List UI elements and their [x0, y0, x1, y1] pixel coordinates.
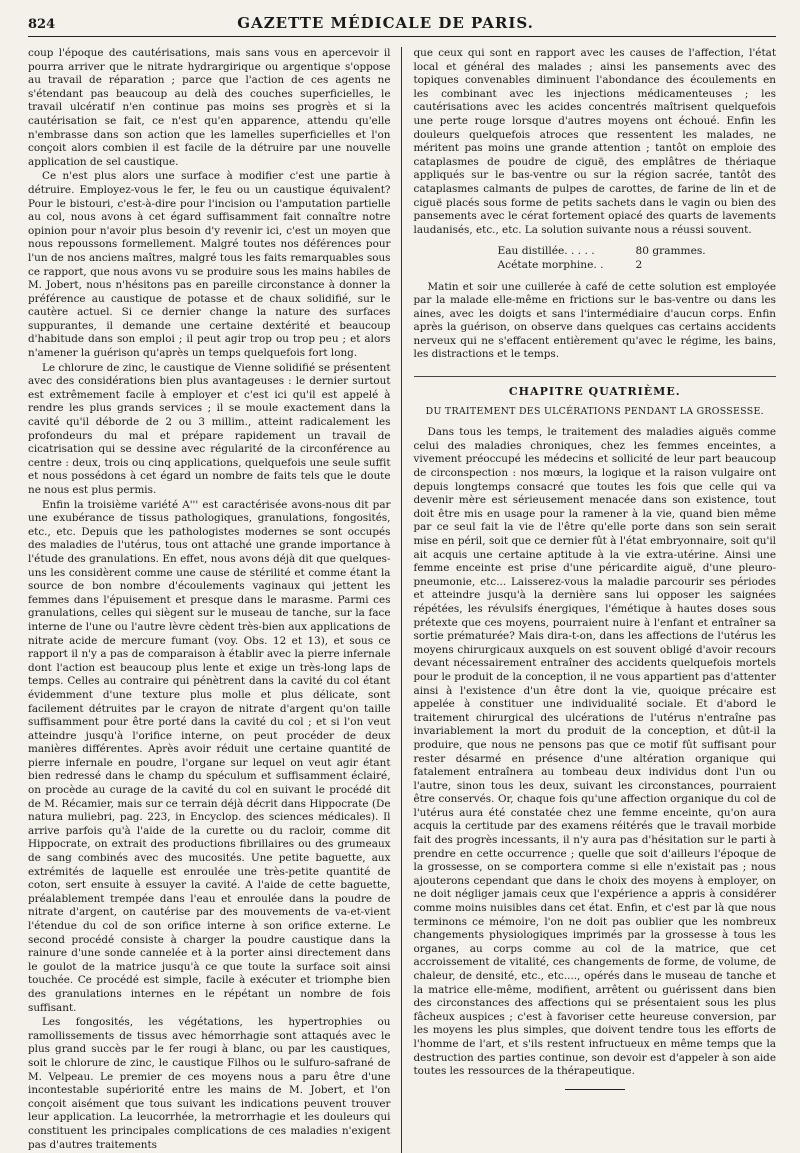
paragraph: coup l'époque des cautérisations, mais sans vous en apercevoir il pourra arriver que le nitrate hydrargirique ou argentique s'oppose au travail de réparation ; parce que l'action de ces agents ne s'étendant pas beaucoup au delà des couches superficielles, le travail ulcératif n'en continue pas moins ses progrès et si la cautérisation se fait, ce n'est qu'en apparence, attendu qu'elle n'embrasse dans son action que les lamelles superficielles et l'on conçoit alors combien il est facile de la détruire par une nouvelle application de sel caustique. [28, 47, 391, 168]
formula-row [498, 259, 777, 273]
ingredient-name: Eau distillée. . . . . [497, 245, 595, 258]
columns [28, 47, 776, 1153]
page-number: 824 [28, 17, 56, 32]
ingredient-amount: 80 grammes. [635, 245, 706, 258]
paragraph: Enfin la troisième variété A''' est caractérisée avons-nous dit par une exubérance de tissus pathologiques, granulations, fongosités, etc., etc. Depuis que les pathologistes modernes se sont occupés des maladies de l'utérus, tous ont attaché une grande importance à l'étude des granulations. En effet, nous avons déjà dit que quelques-uns les considèrent comme une cause de stérilité et comme étant la source de bon nombre d'écoulements vaginaux qui jettent les femmes dans l'épuisement et presque dans le marasme. Parmi ces granulations, celles qui siègent sur le museau de tanche, sur la face interne de l'une ou l'autre lèvre cèdent très-bien aux applications de nitrate acide de mercure fumant (voy. Obs. 12 et 13), et sous ce rapport il n'y a pas de comparaison à établir avec la pierre infernale dont l'action est beaucoup plus lente et exige un très-long laps de temps. Celles au contraire qui pénètrent dans la cavité du col étant évidemment d'une texture plus molle et plus délicate, sont facilement détruites par le crayon de nitrate d'argent qu'on taille suffisamment pour être porté dans la cavité du col ; et si l'on veut atteindre jusqu'à l'orifice interne, on peut procéder de deux manières différentes. Après avoir réduit une certaine quantité de pierre infernale en poudre, l'organe sur lequel on veut agir étant bien redressé dans le champ du spéculum et suffisamment éclairé, on procède au curage de la cavité du col en suivant le procédé dit de M. Récamier, mais sur ce terrain déjà décrit dans Hippocrate (De natura muliebri, pag. 223, in Encyclop. des sciences médicales). Il arrive parfois qu'à l'aide de la curette ou du racloir, comme dit Hippocrate, on extrait des productions fibrillaires ou des grumeaux de sang combinés avec des mucosités. Une petite baguette, aux extrémités de laquelle est enroulée une très-petite quantité de coton, sert ensuite à essuyer la cavité. A l'aide de cette baguette, préalablement trempée dans l'eau et enroulée dans la poudre de nitrate d'argent, on cautérise par des mouvements de va-et-vient l'étendue du col de son orifice interne à son orifice externe. Le second procédé consiste à charger la poudre caustique dans la rainure d'une sonde cannelée et à la porter ainsi directement dans le goulot de la matrice jusqu'à ce que toute la surface soit ainsi touchée. Ce procédé est simple, facile à exécuter et triomphe bien des granulations internes en le répétant un nombre de fois suffisant. [28, 498, 391, 1014]
ingredient-amount: 2 [635, 258, 643, 271]
page-header [28, 14, 776, 37]
paragraph: Matin et soir une cuillerée à café de cette solution est employée par la malade elle-même en frictions sur le bas-ventre ou dans les aines, avec les doigts et sans l'intermédiaire d'aucun corps. Enfin après la guérison, on observe dans quelques cas certains accidents nerveux qui ne s'effacent entièrement qu'avec le régime, les bains, les distractions et le temps. [413, 280, 776, 361]
chapter-subtitle: DU TRAITEMENT DES ULCÉRATIONS PENDANT LA GROSSESSE. [425, 405, 764, 417]
prescription-formula [498, 245, 777, 272]
paragraph: Les fongosités, les végétations, les hypertrophies ou ramollissements de tissus avec hémorrhagie sont attaqués avec le plus grand succès par le fer rougi à blanc, ou par les caustiques, soit le chlorure de zinc, le caustique Filhos ou le sulfuro-safrané de M. Velpeau. Le premier de ces moyens nous a paru être d'une incontestable supériorité entre les mains de M. Jobert, et l'on conçoit aisément que tous suivant les indications peuvent trouver leur application. La leucorrhée, la metrorrhagie et les douleurs qui constituent les principales complications de ces maladies n'exigent pas d'autres traitements [28, 1016, 391, 1151]
ingredient-name: Acétate morphine. . [497, 258, 604, 271]
paragraph: Dans tous les temps, le traitement des maladies aiguës comme celui des maladies chroniques, chez les femmes enceintes, a vivement préoccupé les médecins et sollicité de leur part beaucoup de circonspection : nos mœurs, la logique et la raison vulgaire ont depuis longtemps consacré que toutes les fois que celle qui va devenir mère est sérieusement menacée dans son existence, tout doit être mis en usage pour la ramener à la vie, quand bien même par ce seul fait la vie de l'être qu'elle porte dans son sein serait mise en péril, soit que ce dernier fût à l'état embryonnaire, soit qu'il ait acquis une certaine aptitude à la vie extra-utérine. Ainsi une femme enceinte est prise d'une péricardite aiguë, d'une pleuro-pneumonie, etc... Laisserez-vous la maladie parcourir ses périodes et atteindre jusqu'à la dernière sans lui opposer les saignées répétées, les révulsifs énergiques, l'émétique à hautes doses sous prétexte que ces moyens, pourraient nuire à l'enfant et entraîner sa sortie prématurée? Mais dira-t-on, dans les affections de l'utérus les moyens chirurgicaux auxquels on est souvent obligé d'avoir recours devant nécessairement entraîner des accidents quelquefois mortels pour le produit de la conception, il ne vous appartient pas d'attenter ainsi à l'existence d'un être dont la vie, quoique précaire est appelée à constituer une individualité sociale. Et d'abord le traitement chirurgical des ulcérations de l'utérus n'entraîne pas invariablement la mort du produit de la conception, et dût-il la produire, que nous ne pensons pas que ce motif fût suffisant pour rester désarmé en présence d'une altération organique qui fatalement entraînera au tombeau deux individus dont l'un ou l'autre, sinon tous les deux, suivant les circonstances, pourraient être conservés. Or, chaque fois qu'une affection organique du col de l'utérus aura été constatée chez une femme enceinte, qu'on aura acquis la certitude par des examens réitérés que le travail morbide fait des progrès incessants, il n'y aura pas d'hésitation sur le parti à prendre en cette occurrence ; quelle que soit d'ailleurs l'époque de la grossesse, on se comportera comme si elle n'existait pas ; nous ajouterons cependant que dans le choix des moyens à employer, on ne doit négliger jamais ceux que l'expérience a appris à considérer comme moins nuisibles dans cet état. Enfin, et c'est par là que nous terminons ce mémoire, l'on ne doit pas oublier que les nombreux changements physiologiques imprimés par la grossesse à tous les organes, au corps comme au col de la matrice, que cet accroissement de vitalité, ces changements de forme, de volume, de chaleur, de densité, etc., etc...., opérés dans le museau de tanche et la matrice elle-même, modifient, arrêtent ou guérissent dans bien des circonstances des affections qui se présentaient sous les plus fâcheux auspices ; c'est à favoriser cette heureuse conversion, par les moyens les plus simples, que doivent tendre tous les efforts de l'homme de l'art, et s'ils restent infructueux en même temps que la destruction des parties continue, son devoir est d'appeler à son aide toutes les ressources de la thérapeutique. [413, 426, 776, 1078]
chapter-title: CHAPITRE QUATRIÈME. [414, 376, 777, 399]
end-divider [565, 1089, 625, 1090]
paragraph: Ce n'est plus alors une surface à modifier c'est une partie à détruire. Employez-vous le fer, le feu ou un caustique équivalent? Pour le bistouri, c'est-à-dire pour l'incision ou l'amputation partielle au col, nous avons à cet égard suffisamment fait connaître notre opinion pour n'avoir plus besoin d'y revenir ici, c'est un moyen que nous repoussons formellement. Malgré toutes nos déférences pour l'un de nos anciens maîtres, malgré tous les faits remarquables sous ce rapport, que nous avons vu se produire sous les mains habiles de M. Jobert, nous n'hésitons pas en pareille circonstance à donner la préférence au caustique de potasse et de chaux solidifié, sur le cautère actuel. Si ce dernier change la nature des surfaces suppurantes, il demande une certaine dextérité et beaucoup d'habitude dans son emploi ; il peut agir trop ou trop peu ; et alors n'amener la guérison qu'après un temps quelquefois fort long. [28, 170, 391, 360]
paragraph: Le chlorure de zinc, le caustique de Vienne solidifié se présentent avec des considérations bien plus avantageuses : le dernier surtout est extrêmement facile à employer et c'est ici qu'il est appelé à rendre les plus grands services ; il se moule exactement dans la cavité qu'il déborde de 2 ou 3 millim., atteint radicalement les profondeurs du mal et prépare rapidement un travail de cicatrisation qui se dessine avec régularité de la circonférence au centre : deux, trois ou cinq applications, quelquefois une seule suffit et nous possédons à cet égard un nombre de faits tels que le doute ne nous est plus permis. [28, 361, 391, 496]
journal-title: GAZETTE MÉDICALE DE PARIS. [237, 14, 534, 32]
right-column [414, 47, 777, 1153]
left-column [28, 47, 402, 1153]
paragraph: que ceux qui sont en rapport avec les causes de l'affection, l'état local et général des malades ; ainsi les pansements avec des topiques convenables diminuent l'abondance des écoulements en les combinant avec les injections médicamenteuses ; les cautérisations avec les acides concentrés maîtrisent quelquefois une perte rouge lorsque d'autres moyens ont échoué. Enfin les douleurs quelquefois atroces que ressentent les malades, ne méritent pas moins une grande attention ; tantôt on emploie des cataplasmes de poudre de ciguë, des emplâtres de thériaque appliqués sur le bas-ventre ou sur la région sacrée, tantôt des cataplasmes calmants de pulpes de carottes, de farine de lin et de ciguë placés sous forme de petits sachets dans le vagin ou bien des pansements avec le cérat fortement opiacé des quarts de lavements laudanisés, etc., etc. La solution suivante nous a réussi souvent. [413, 47, 776, 236]
formula-row [498, 245, 777, 259]
